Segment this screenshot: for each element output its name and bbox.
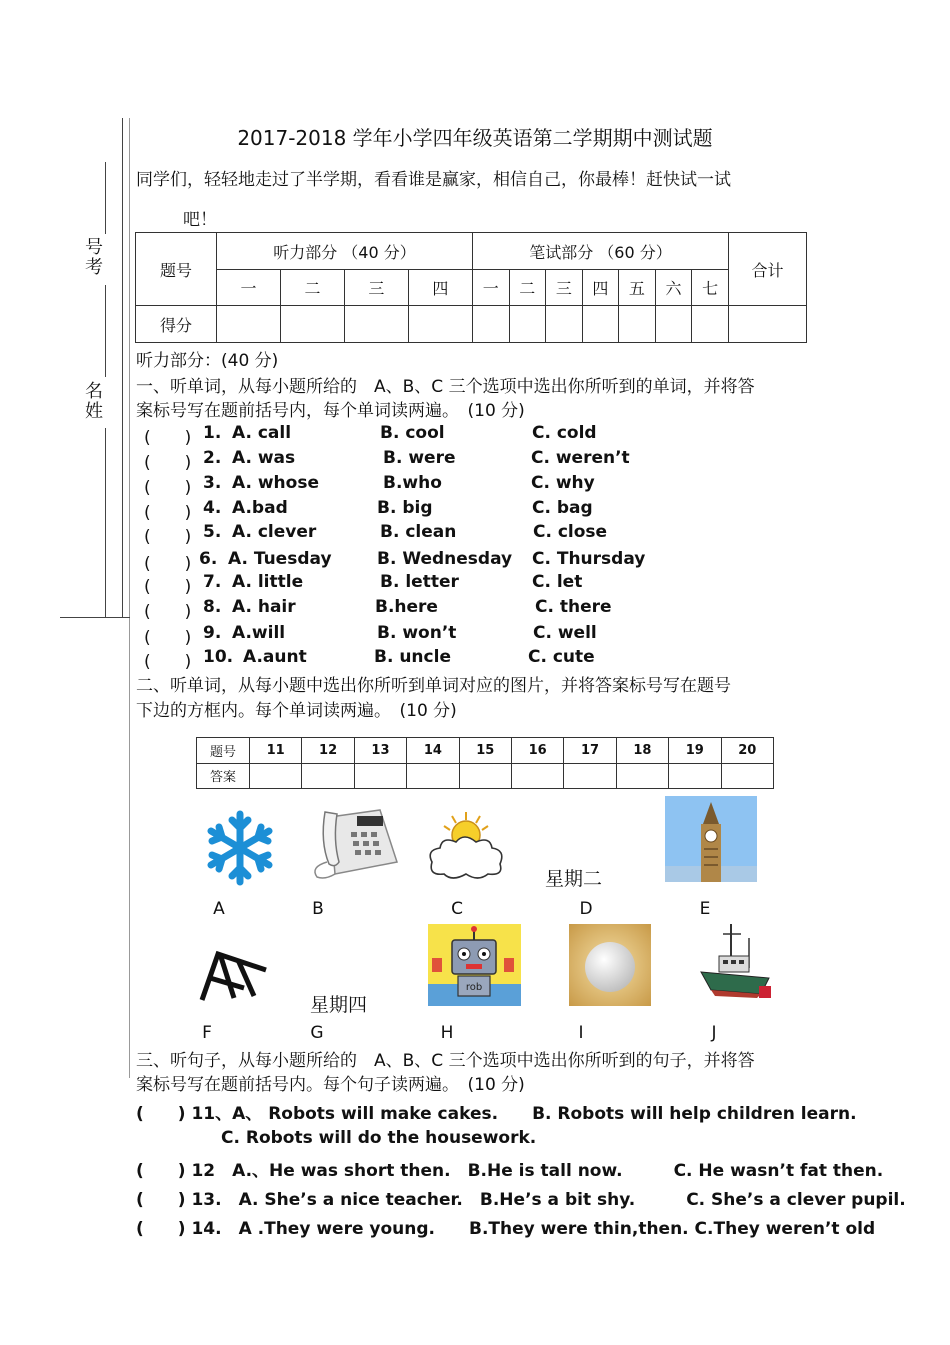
score-cell[interactable] — [692, 306, 729, 343]
picture-label: E — [699, 899, 711, 919]
answer-grid-number: 14 — [407, 738, 459, 764]
picture-label: A — [213, 899, 225, 919]
option-b: B. were — [383, 448, 456, 468]
answer-bracket[interactable]: ( ) — [144, 478, 192, 498]
part3-question-13: ( ) 13. A. She’s a nice teacher. B.He’s a bit shy. C. She’s a clever pupil. — [136, 1190, 906, 1210]
question-number: 4. — [203, 498, 222, 518]
option-c: C. why — [531, 473, 595, 493]
intro-line-1: 同学们，轻轻地走过了半学期，看看谁是赢家，相信自己，你最棒！赶快试一试 — [136, 170, 731, 190]
answer-bracket[interactable]: ( ) — [144, 628, 192, 648]
question-number: 9. — [203, 623, 222, 643]
score-cell[interactable] — [509, 306, 546, 343]
score-header-listening: 听力部分 （40 分） — [217, 233, 473, 270]
writing-col-5: 五 — [619, 270, 656, 306]
answer-grid-number: 13 — [354, 738, 406, 764]
answer-bracket[interactable]: ( ) — [144, 652, 192, 672]
score-cell[interactable] — [729, 306, 807, 343]
answer-bracket[interactable]: ( ) — [144, 503, 192, 523]
answer-box[interactable] — [669, 763, 721, 789]
picture-label: D — [579, 899, 593, 919]
option-b: B. uncle — [374, 647, 451, 667]
option-b: B. letter — [380, 572, 459, 592]
picture-label: G — [310, 1023, 324, 1043]
listening-col-1: 一 — [217, 270, 281, 306]
margin-bottom-line — [60, 617, 130, 618]
answer-box[interactable] — [250, 763, 302, 789]
writing-col-3: 三 — [546, 270, 583, 306]
page-title: 2017-2018 学年小学四年级英语第二学期期中测试题 — [237, 126, 713, 150]
answer-bracket[interactable]: ( ) — [144, 453, 192, 473]
part2-instruction-2: 下边的方框内。每个单词读两遍。 (10 分) — [136, 701, 457, 721]
part1-instruction-2: 案标号写在题前括号内，每个单词读两遍。 (10 分) — [136, 401, 525, 421]
answer-bracket[interactable]: ( ) — [144, 428, 192, 448]
answer-grid-number: 16 — [511, 738, 563, 764]
option-a: A. Tuesday — [228, 549, 332, 569]
picture-label: H — [440, 1023, 454, 1043]
ship-picture — [697, 920, 775, 1006]
option-c: C. there — [535, 597, 612, 617]
picture-label: I — [578, 1023, 584, 1043]
option-b: B. clean — [380, 522, 457, 542]
answer-bracket[interactable]: ( ) — [144, 527, 192, 547]
exam-number-label-2: 考 — [85, 257, 103, 278]
answer-grid-number: 11 — [250, 738, 302, 764]
score-header-writing: 笔试部分 （60 分） — [472, 233, 728, 270]
part2-instruction-1: 二、听单词，从每小题中选出你所听到单词对应的图片，并将答案标号写在题号 — [136, 676, 731, 696]
part3-instruction-2: 案标号写在题前括号内。每个句子读两遍。 (10 分) — [136, 1075, 525, 1095]
question-number: 2. — [203, 448, 222, 468]
margin-line-inner — [129, 118, 130, 1078]
score-cell[interactable] — [280, 306, 344, 343]
part3-question-14: ( ) 14. A .They were young. B.They were thin,then. C.They weren’t old — [136, 1219, 876, 1239]
question-number: 1. — [203, 423, 222, 443]
margin-tick-2 — [105, 285, 106, 377]
option-b: B.here — [375, 597, 438, 617]
answer-bracket[interactable]: ( ) — [144, 554, 192, 574]
answer-grid-number: 17 — [564, 738, 616, 764]
score-cell[interactable] — [655, 306, 692, 343]
picture-label: F — [202, 1023, 212, 1043]
score-cell[interactable] — [344, 306, 408, 343]
answer-grid-number: 15 — [459, 738, 511, 764]
option-c: C. let — [532, 572, 583, 592]
margin-tick-1 — [105, 162, 106, 234]
big-ben-picture — [665, 796, 757, 882]
option-a: A. hair — [232, 597, 296, 617]
answer-grid-number: 12 — [302, 738, 354, 764]
score-header-total: 合计 — [729, 233, 807, 306]
exam-number-label-1: 号 — [85, 237, 103, 258]
option-c: C. close — [533, 522, 608, 542]
question-number: 8. — [203, 597, 222, 617]
writing-col-2: 二 — [509, 270, 546, 306]
sun-cloud-picture — [424, 810, 506, 882]
question-number: 6. — [199, 549, 218, 569]
answer-box[interactable] — [354, 763, 406, 789]
part3-question-12: ( ) 12 A.、He was short then. B.He is tall now. C. He wasn’t fat then. — [136, 1161, 884, 1181]
score-cell[interactable] — [217, 306, 281, 343]
answer-box[interactable] — [721, 763, 773, 789]
answer-bracket[interactable]: ( ) — [144, 602, 192, 622]
question-number: 10. — [203, 647, 234, 667]
question-number: 7. — [203, 572, 222, 592]
score-cell[interactable] — [619, 306, 656, 343]
snowball-picture — [569, 924, 651, 1006]
part3-instruction-1: 三、听句子，从每小题所给的 A、B、C 三个选项中选出你所听到的句子，并将答 — [136, 1051, 755, 1071]
option-b: B. won’t — [377, 623, 457, 643]
margin-tick-3 — [105, 428, 106, 618]
answer-grid-number: 19 — [669, 738, 721, 764]
picture-label: J — [711, 1023, 717, 1043]
weekday-thursday-text: 星期四 — [310, 994, 368, 1016]
listening-col-4: 四 — [408, 270, 472, 306]
name-label-1: 名 — [85, 381, 103, 402]
robot-picture — [428, 924, 521, 1006]
part1-instruction-1: 一、听单词，从每小题所给的 A、B、C 三个选项中选出你所听到的单词，并将答 — [136, 377, 755, 397]
writing-col-4: 四 — [582, 270, 619, 306]
score-cell[interactable] — [408, 306, 472, 343]
option-a: A. clever — [232, 522, 317, 542]
option-a: A.bad — [232, 498, 288, 518]
option-a: A. whose — [232, 473, 319, 493]
answer-grid-row-label: 答案 — [197, 763, 250, 789]
answer-box[interactable] — [511, 763, 563, 789]
question-number: 3. — [203, 473, 222, 493]
intro-line-2: 吧！ — [183, 210, 217, 230]
option-a: A.will — [232, 623, 286, 643]
snowflake-picture — [200, 808, 280, 888]
picture-label: C — [451, 899, 463, 919]
question-number: 5. — [203, 522, 222, 542]
option-a: A. little — [232, 572, 304, 592]
comb-picture — [198, 948, 270, 1004]
answer-bracket[interactable]: ( ) — [144, 577, 192, 597]
option-a: A. call — [232, 423, 292, 443]
option-a: A. was — [232, 448, 296, 468]
option-c: C. cold — [532, 423, 597, 443]
option-b: B. big — [377, 498, 433, 518]
option-c: C. bag — [532, 498, 593, 518]
listening-col-3: 三 — [344, 270, 408, 306]
part3-question-11-c: C. Robots will do the housework. — [221, 1128, 537, 1148]
score-row-label: 得分 — [136, 306, 217, 343]
writing-col-1: 一 — [472, 270, 509, 306]
answer-box[interactable] — [564, 763, 616, 789]
answer-grid-number: 20 — [721, 738, 773, 764]
telephone-picture — [305, 802, 403, 882]
answer-grid-row-label: 题号 — [197, 738, 250, 764]
answer-box[interactable] — [302, 763, 354, 789]
robot-chest-text: rob — [465, 982, 483, 993]
answer-grid-number: 18 — [616, 738, 668, 764]
part3-question-11: ( ) 11、A、 Robots will make cakes. B. Robots will help children learn. — [136, 1104, 857, 1124]
option-b: B.who — [383, 473, 442, 493]
option-c: C. well — [533, 623, 597, 643]
score-cell[interactable] — [582, 306, 619, 343]
option-b: B. Wednesday — [377, 549, 513, 569]
score-table — [135, 232, 807, 343]
name-label-2: 姓 — [85, 401, 103, 422]
writing-col-7: 七 — [692, 270, 729, 306]
writing-col-6: 六 — [655, 270, 692, 306]
answer-box[interactable] — [459, 763, 511, 789]
answer-box[interactable] — [616, 763, 668, 789]
option-c: C. cute — [528, 647, 595, 667]
listening-heading: 听力部分：(40 分) — [136, 351, 279, 371]
weekday-tuesday-text: 星期二 — [545, 868, 603, 890]
listening-col-2: 二 — [280, 270, 344, 306]
score-cell[interactable] — [546, 306, 583, 343]
option-b: B. cool — [380, 423, 445, 443]
picture-label: B — [312, 899, 324, 919]
answer-grid — [196, 737, 774, 789]
score-cell[interactable] — [472, 306, 509, 343]
answer-box[interactable] — [407, 763, 459, 789]
option-c: C. Thursday — [532, 549, 646, 569]
margin-line-outer — [122, 118, 123, 618]
option-a: A.aunt — [243, 647, 307, 667]
score-header-tihao: 题号 — [136, 233, 217, 306]
option-c: C. weren’t — [531, 448, 630, 468]
